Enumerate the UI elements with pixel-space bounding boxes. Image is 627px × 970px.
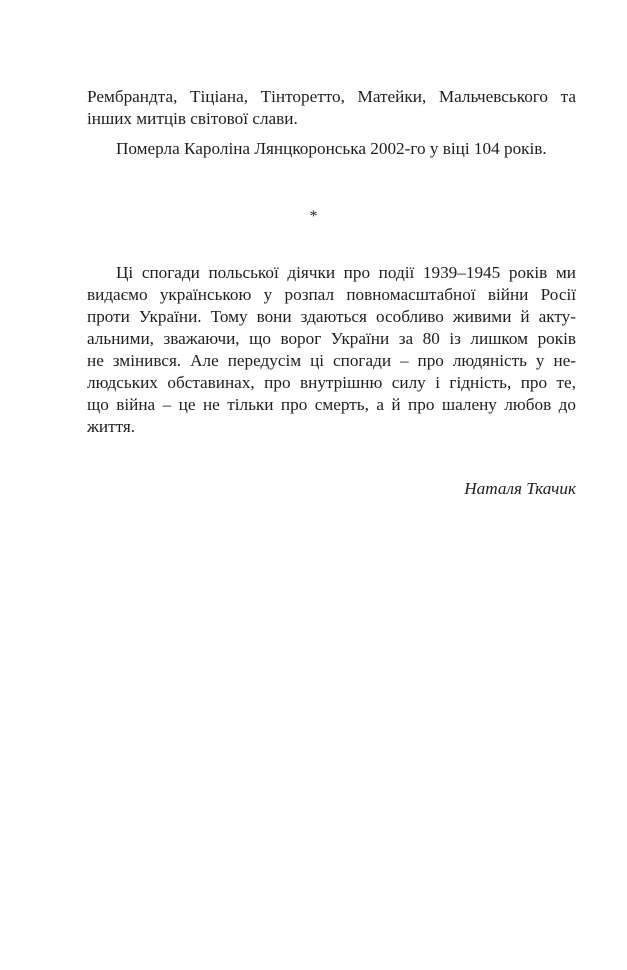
author-signature: Наталя Ткачик [464, 479, 576, 498]
paragraph-3-line-6: людських обставинах, про внутрішню силу і гідність, про те, [87, 373, 576, 392]
paragraph-3-line-4: альними, зважаючи, що ворог України за 80 із лишком років [87, 329, 576, 348]
paragraph-2-line-1: Померла Кароліна Лянцкоронська 2002-го у віці 104 років. [116, 139, 547, 158]
paragraph-1-line-2: інших митців світової слави. [87, 109, 298, 128]
paragraph-3-line-3: проти України. Тому вони здаються особливо живими й акту- [87, 307, 576, 326]
paragraph-3-line-7: що війна – це не тільки про смерть, а й про шалену любов до [87, 395, 576, 414]
paragraph-3-line-1: Ці спогади польської діячки про події 1939–1945 років ми [116, 263, 576, 282]
paragraph-1-line-1: Рембрандта, Тіціана, Тінторетто, Матейки, Мальчевського та [87, 87, 576, 106]
paragraph-3-line-5: не змінився. Але передусім ці спогади – про людяність у не- [87, 351, 576, 370]
section-separator: * [309, 208, 318, 225]
paragraph-3-line-8: життя. [87, 417, 136, 436]
paragraph-3-line-2: видаємо українською у розпал повномасштабної війни Росії [87, 285, 576, 304]
